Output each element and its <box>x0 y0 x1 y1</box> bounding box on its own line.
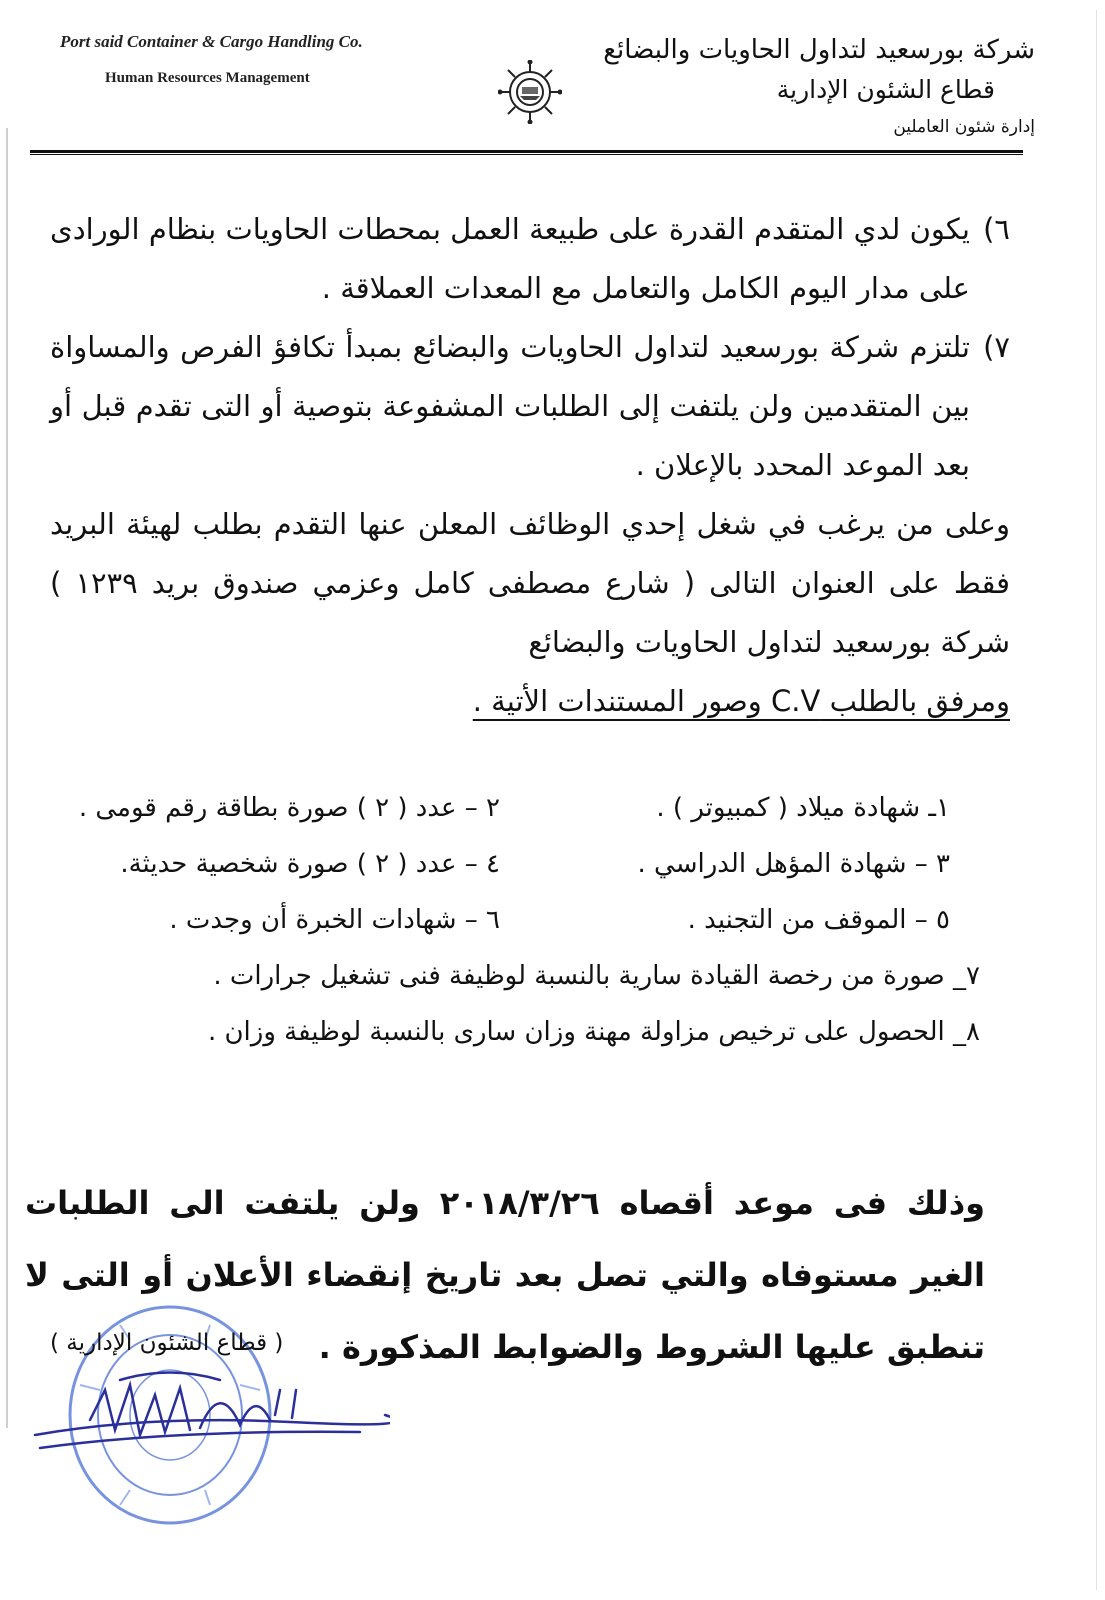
company-name-ar: شركة بورسعيد لتداول الحاويات والبضائع <box>603 35 1035 65</box>
required-documents <box>60 780 980 1060</box>
document-item: ٣ – شهادة المؤهل الدراسي . <box>637 849 950 879</box>
condition-item <box>50 200 1010 318</box>
sector-name-ar: قطاع الشئون الإدارية <box>776 75 995 104</box>
page-edge-right <box>1096 10 1097 1590</box>
document-item: ٢ – عدد ( ٢ ) صورة بطاقة رقم قومى . <box>78 793 500 823</box>
condition-item <box>50 318 1010 495</box>
document-item: ١ـ شهادة ميلاد ( كمبيوتر ) . <box>656 793 950 823</box>
application-instructions: وعلى من يرغب في شغل إحدي الوظائف المعلن عنها التقدم بطلب لهيئة البريد فقط على العنوان التالى ( شارع مصطفى كامل وعزمي صندوق بريد ١٢٣٩ ) شركة بورسعيد لتداول الحاويات والبضائع <box>50 507 1010 659</box>
documents-row <box>60 836 980 892</box>
document-item: ٤ – عدد ( ٢ ) صورة شخصية حديثة. <box>120 849 500 879</box>
company-name-en: Port said Container & Cargo Handling Co. <box>60 32 363 51</box>
condition-text: تلتزم شركة بورسعيد لتداول الحاويات والبضائع بمبدأ تكافؤ الفرص والمساواة بين المتقدمين ولن يلتفت إلى الطلبات المشفوعة بتوصية أو التى تقدم قبل أو بعد الموعد المحدد بالإعلان . <box>50 330 970 482</box>
condition-number: ٦) <box>983 212 1010 246</box>
document-body <box>50 200 1010 731</box>
document-item: ٥ – الموقف من التجنيد . <box>687 905 950 935</box>
condition-text: يكون لدي المتقدم القدرة على طبيعة العمل بمحطات الحاويات بنظام الورادى على مدار اليوم الكامل والتعامل مع المعدات العملاقة . <box>50 212 970 305</box>
document-item: ٧_ صورة من رخصة القيادة سارية بالنسبة لوظيفة فنى تشغيل جرارات . <box>213 961 980 991</box>
documents-row <box>60 892 980 948</box>
documents-row <box>60 780 980 836</box>
document-item: ٨_ الحصول على ترخيص مزاولة مهنة وزان سارى بالنسبة لوظيفة وزان . <box>207 1017 980 1047</box>
closing-paragraph: وذلك فى موعد أقصاه ٢٠١٨/٣/٢٦ ولن يلتفت الى الطلبات الغير مستوفاه والتي تصل بعد تاريخ إنقضاء الأعلان أو التى لا تنطبق عليها الشروط والضوابط المذكورة . <box>25 1184 985 1366</box>
company-logo-icon <box>498 60 562 124</box>
signature-label: ( قطاع الشئون الإدارية ) <box>50 1330 284 1356</box>
attachments-line <box>50 672 1010 731</box>
page-edge-left <box>6 128 8 1428</box>
condition-number: ٧) <box>983 330 1010 364</box>
header-divider <box>30 150 1023 155</box>
header-english <box>60 32 460 87</box>
department-name-ar: إدارة شئون العاملين <box>893 117 1035 137</box>
header-arabic <box>575 30 1035 140</box>
department-name-en: Human Resources Management <box>105 70 310 86</box>
document-item: ٦ – شهادات الخبرة أن وجدت . <box>169 905 500 935</box>
attachments-text: ومرفق بالطلب C.V وصور المستندات الأتية . <box>472 684 1010 718</box>
signature-icon <box>30 1360 390 1470</box>
